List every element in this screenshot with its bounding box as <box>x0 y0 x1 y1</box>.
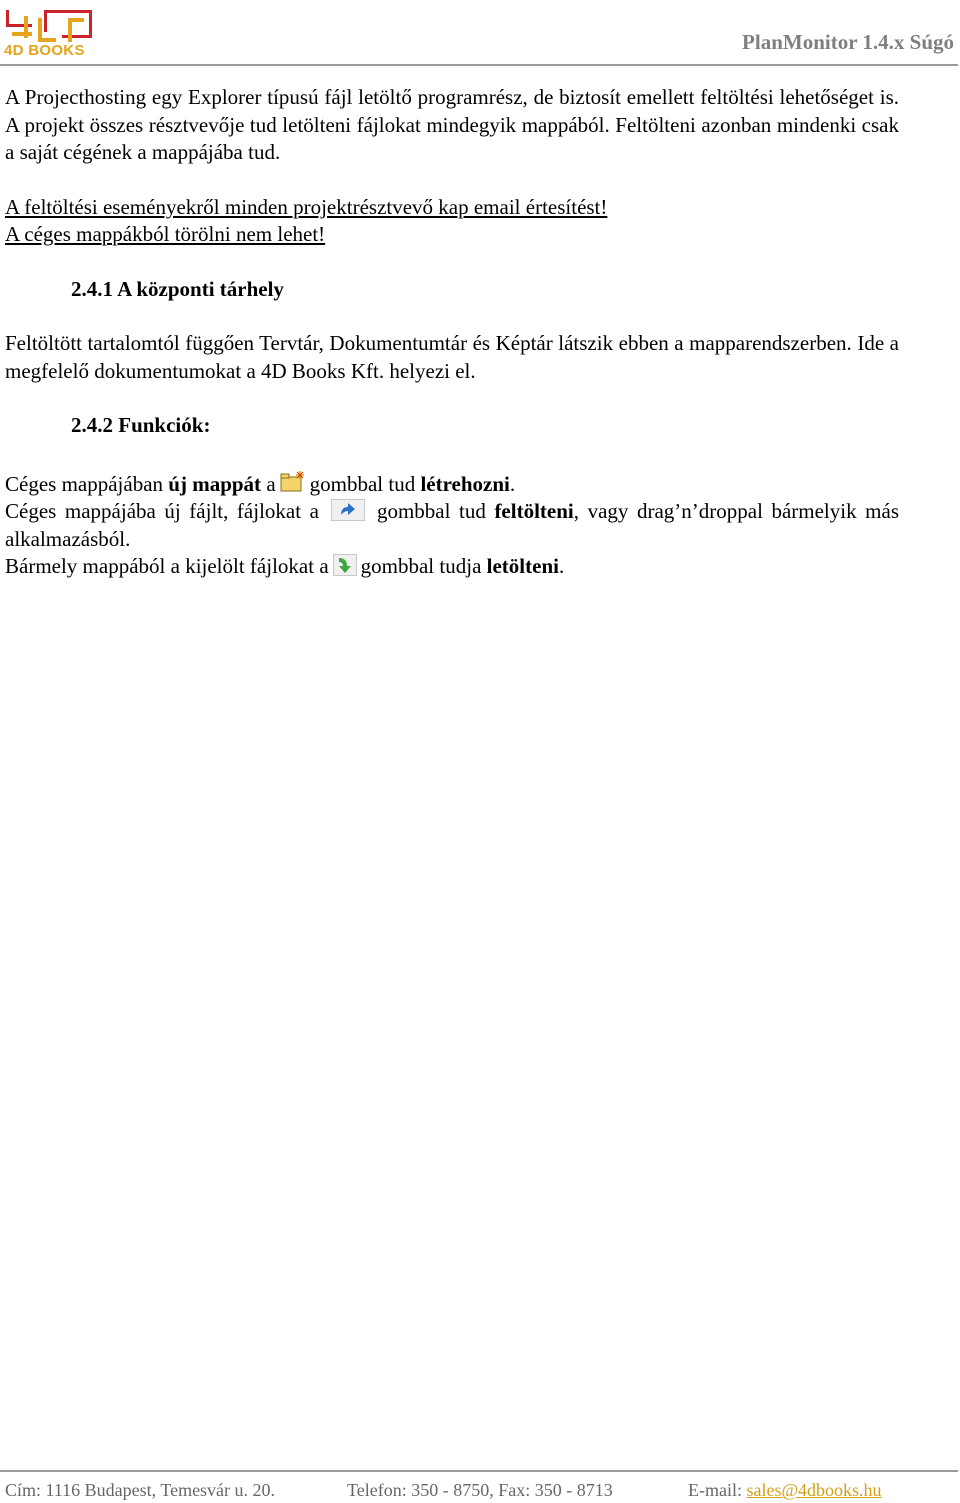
document-title: PlanMonitor 1.4.x Súgó <box>742 30 954 54</box>
page-content <box>5 84 899 581</box>
header-divider <box>0 64 958 66</box>
new-folder-icon[interactable] <box>280 470 306 494</box>
new-folder-line: Céges mappájában új mappát a gombbal tud létrehozni. <box>5 471 516 496</box>
delete-note: A céges mappákból törölni nem lehet! <box>5 222 326 246</box>
download-arrow-icon[interactable] <box>333 554 357 576</box>
upload-arrow-icon[interactable] <box>331 499 365 521</box>
footer-address: Cím: 1116 Budapest, Temesvár u. 20. <box>5 1480 276 1500</box>
section-heading-2-4-1: 2.4.1 A központi tárhely <box>71 276 284 301</box>
page-header <box>0 0 960 66</box>
footer-email: E-mail: sales@4dbooks.hu <box>688 1480 882 1500</box>
email-link[interactable]: sales@4dbooks.hu <box>746 1480 882 1500</box>
intro-paragraph: A Projecthosting egy Explorer típusú fájl letöltő programrész, de biztosít emellett feltöltési lehetőséget is. A projekt összes résztvevője tud letölteni fájlokat mindegyik mappából. Feltölteni azonban mindenki csak a saját cégének a mappájába tud. <box>5 85 899 164</box>
central-storage-paragraph: Feltöltött tartalomtól függően Tervtár, Dokumentumtár és Képtár látszik ebben a mapparendszerben. Ide a megfelelő dokumentumokat a 4D Books Kft. helyezi el. <box>5 331 899 383</box>
footer-divider <box>0 1470 958 1472</box>
logo-text: 4D BOOKS <box>4 42 85 59</box>
footer-phone: Telefon: 350 - 8750, Fax: 350 - 8713 <box>347 1480 613 1500</box>
notification-note: A feltöltési eseményekről minden projektrésztvevő kap email értesítést! <box>5 194 608 219</box>
upload-line: Céges mappájába új fájlt, fájlokat a gombbal tud feltölteni, vagy drag’n’droppal bármelyik más alkalmazásból. <box>5 499 899 551</box>
download-line: Bármely mappából a kijelölt fájlokat a gombbal tudja letölteni. <box>5 554 565 578</box>
section-heading-2-4-2: 2.4.2 Funkciók: <box>71 413 211 437</box>
